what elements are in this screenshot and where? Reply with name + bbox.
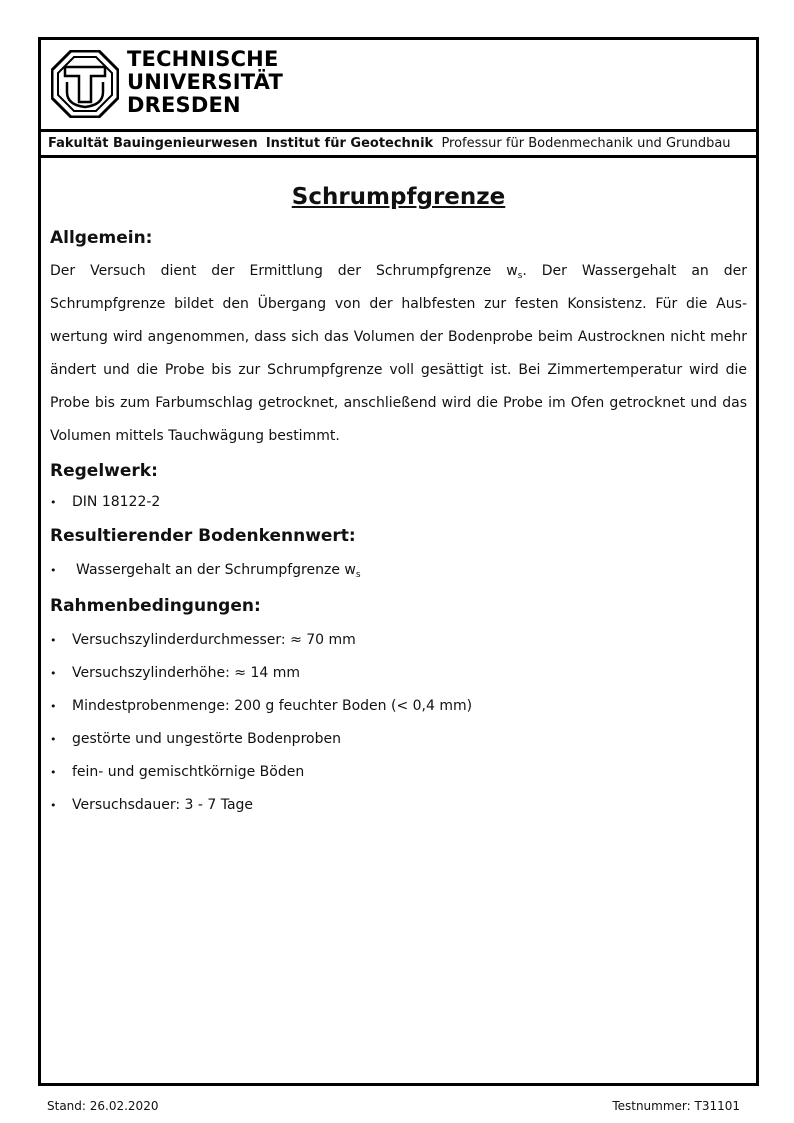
section-heading-conditions: Rahmenbedingungen: [50,596,261,616]
page-title: Schrumpfgrenze [291,184,506,210]
list-item: • gestörte und ungestörte Bodenproben [50,723,747,756]
section-heading-general: Allgemein: [50,228,153,248]
header-logo-row [41,40,756,132]
institute-name: Institut für Geotechnik [265,136,434,151]
section-heading-standards: Regelwerk: [50,461,158,481]
university-wordmark [127,48,283,117]
general-subscript: s [517,271,523,281]
result-item-text: Wassergehalt an der Schrumpfgrenze w [76,562,356,578]
list-item: • Mindestprobenmenge: 200 g feuchter Boden (< 0,4 mm) [50,690,747,723]
result-item-subscript: s [355,570,361,580]
faculty-bar [41,132,756,158]
general-text-part1: Der Versuch dient der Ermittlung der Schrumpfgrenze w [50,263,518,279]
list-item: • Versuchszylinderdurchmesser: ≈ 70 mm [50,624,747,657]
wordmark-line-1: TECHNISCHE [127,47,279,71]
list-item [50,554,747,587]
document-frame [38,37,759,1086]
wordmark-line-2: UNIVERSITÄT [127,70,283,94]
general-paragraph [50,255,747,453]
footer-date: Stand: 26.02.2020 [47,1099,159,1113]
list-item: • fein- und gemischtkörnige Böden [50,756,747,789]
section-heading-result: Resultierender Bodenkennwert: [50,526,356,546]
tu-dresden-logo-icon [51,50,119,118]
list-item: • Versuchszylinderhöhe: ≈ 14 mm [50,657,747,690]
list-item: • Versuchsdauer: 3 - 7 Tage [50,789,747,822]
standards-list [50,486,747,519]
wordmark-line-3: DRESDEN [127,93,241,117]
document-body [50,158,747,822]
conditions-list [50,624,747,822]
result-list [50,554,747,587]
general-text-part2: . Der Wassergehalt an der Schrumpfgrenze bildet den Übergang von der halbfesten zur festen Konsistenz. Für die Auswertung wird angenommen, dass sich das Volumen der Bodenprobe beim Austrocknen nicht mehr ändert und die Probe bis zur Schrumpfgrenze voll gesättigt ist. Bei Zimmertemperatur wird die Probe bis zum Farbumschlag getrocknet, anschließend wird die Probe im Ofen getrocknet und das Volumen mittels Tauchwägung bestimmt. [50,263,747,444]
footer-test-number: Testnummer: T31101 [612,1099,740,1113]
professorship-name: Professur für Bodenmechanik und Grundbau [441,136,731,151]
faculty-name: Fakultät Bauingenieurwesen [48,136,258,151]
list-item: • DIN 18122-2 [50,486,747,519]
